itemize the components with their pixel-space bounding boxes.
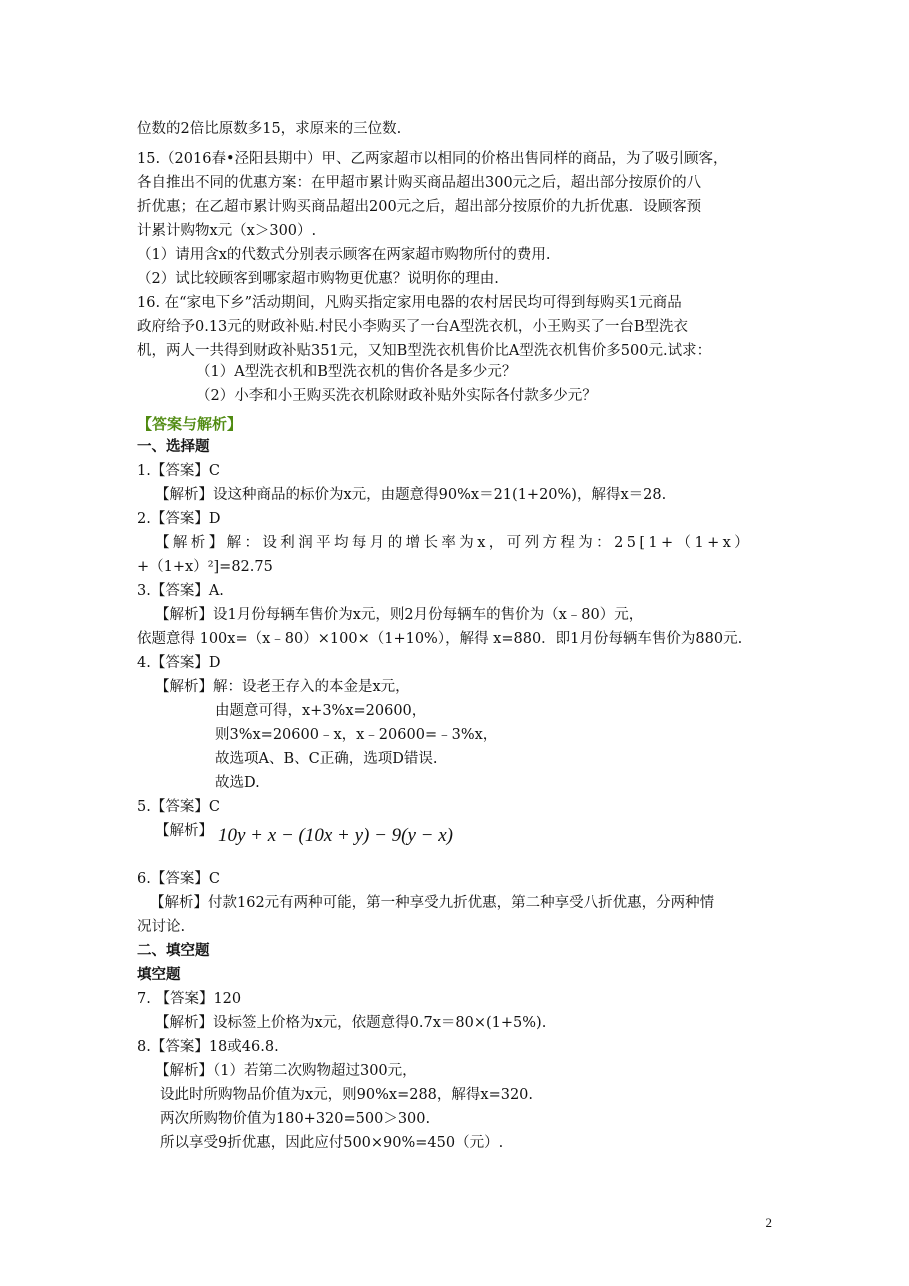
text-line: 机，两人一共得到财政补贴351元，又知B型洗衣机售价比A型洗衣机售价多500元.试求：	[137, 343, 712, 359]
text-line: 【解析】（1）若第二次购物超过300元，	[155, 1063, 417, 1079]
text-line: 政府给予0.13元的财政补贴.村民小李购买了一台A型洗衣机，小王购买了一台B型洗衣	[137, 319, 689, 335]
text-line: 【解析】设标签上价格为x元，依题意得0.7x＝80×(1+5%).	[155, 1015, 547, 1031]
text-line: 折优惠；在乙超市累计购买商品超出200元之后，超出部分按原价的九折优惠．设顾客预	[137, 199, 702, 215]
text-line: +（1+x）²]=82.75	[137, 559, 273, 575]
text-line: 依题意得 100x=（x﹣80）×100×（1+10%），解得 x=880．即1月份每辆车售价为880元.	[137, 631, 743, 647]
text-line: 各自推出不同的优惠方案：在甲超市累计购买商品超出300元之后，超出部分按原价的八	[137, 175, 702, 191]
text-line: 【解析】设1月份每辆车售价为x元，则2月份每辆车的售价为（x﹣80）元，	[155, 607, 644, 623]
text-line: 1.【答案】C	[137, 463, 220, 479]
text-line: 【解析】付款162元有两种可能，第一种享受九折优惠，第二种享受八折优惠，分两种情	[150, 895, 715, 911]
text-line: 填空题	[137, 967, 181, 983]
text-line: （2）试比较顾客到哪家超市购物更优惠？说明你的理由.	[137, 271, 499, 287]
text-line: 【解析】设这种商品的标价为x元，由题意得90%x＝21(1+20%)，解得x＝28.	[155, 487, 667, 503]
text-line: 故选D.	[215, 775, 260, 791]
text-line: 16. 在“家电下乡”活动期间，凡购买指定家用电器的农村居民均可得到每购买1元商品	[137, 295, 682, 311]
text-line: 【解析】解：设利润平均每月的增长率为x，可列方程为：25[1+（1+x）	[155, 535, 753, 551]
text-line: 【答案与解析】	[137, 415, 243, 433]
text-line: 【解析】解：设老王存入的本金是x元，	[155, 679, 410, 695]
text-line: 8.【答案】18或46.8.	[137, 1039, 279, 1055]
text-line: （2）小李和小王购买洗衣机除财政补贴外实际各付款多少元？	[196, 388, 597, 404]
text-line: （1）请用含x的代数式分别表示顾客在两家超市购物所付的费用.	[137, 247, 551, 263]
text-line: 况讨论.	[137, 919, 186, 935]
text-line: 所以享受9折优惠，因此应付500×90%=450（元）.	[160, 1135, 504, 1151]
text-line: 6.【答案】C	[137, 871, 220, 887]
text-line: （1）A型洗衣机和B型洗衣机的售价各是多少元？	[196, 364, 517, 380]
text-line: 故选项A、B、C正确，选项D错误.	[215, 751, 438, 767]
text-line: 则3%x=20600﹣x，x﹣20600=﹣3%x，	[215, 727, 498, 743]
text-line: 15.（2016春•泾阳县期中）甲、乙两家超市以相同的价格出售同样的商品，为了吸引顾客，	[137, 151, 728, 167]
text-line: 4.【答案】D	[137, 655, 221, 671]
text-line: 7. 【答案】120	[137, 991, 242, 1007]
text-line: 由题意可得，x+3%x=20600，	[215, 703, 427, 719]
text-line: 【解析】	[155, 823, 213, 839]
text-line: 一、选择题	[137, 439, 210, 455]
text-line: 二、填空题	[137, 943, 210, 959]
page-number: 2	[765, 1215, 772, 1230]
text-line: 位数的2倍比原数多15，求原来的三位数.	[137, 121, 402, 137]
text-line: 两次所购物价值为180+320=500＞300.	[160, 1111, 431, 1127]
analysis-formula: 10y + x − (10x + y) − 9(y − x)	[218, 825, 454, 846]
text-line: 2.【答案】D	[137, 511, 221, 527]
text-line: 5.【答案】C	[137, 799, 220, 815]
text-line: 3.【答案】A.	[137, 583, 224, 599]
text-line: 设此时所购物品价值为x元，则90%x=288，解得x=320.	[160, 1087, 534, 1103]
text-line: 计累计购物x元（x＞300）.	[137, 223, 317, 239]
